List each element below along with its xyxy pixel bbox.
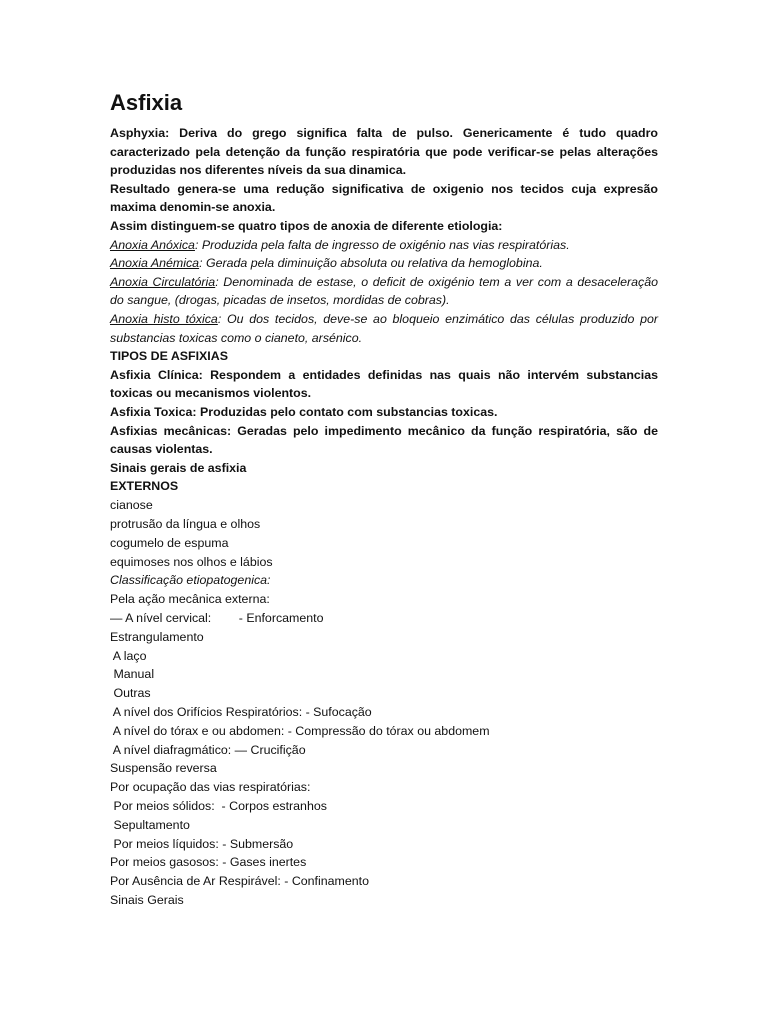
anoxia-desc: : Produzida pela falta de ingresso de oxigénio nas vias respiratórias.	[194, 237, 570, 252]
tipos-heading: TIPOS DE ASFIXIAS	[110, 349, 228, 364]
externos-heading: EXTERNOS	[110, 479, 179, 494]
list-line: Por meios sólidos: - Corpos estranhos	[110, 799, 327, 814]
tipo-toxica	[110, 403, 658, 422]
list-line: Por ocupação das vias respiratórias:	[110, 780, 311, 795]
list-line: A nível dos Orifícios Respiratórios: - Sufocação	[110, 705, 372, 720]
externo-item: protrusão da língua e olhos	[110, 517, 261, 532]
tipo-mecanica	[110, 422, 658, 459]
list-line: A laço	[110, 648, 147, 663]
list-line: Outras	[110, 686, 151, 701]
list-line: Manual	[110, 667, 155, 682]
tipo-clinica	[110, 366, 658, 403]
anoxia-term: Anoxia Anóxica	[110, 237, 195, 252]
list-line: Suspensão reversa	[110, 761, 217, 776]
externo-item: cogumelo de espuma	[110, 535, 229, 550]
anoxia-anoxica	[110, 236, 658, 255]
anoxia-histotoxica	[110, 310, 658, 347]
assim-paragraph: Assim distinguem-se quatro tipos de anoxia de diferente etiologia:	[110, 218, 503, 233]
resultado-paragraph: Resultado genera-se uma redução significativa de oxigenio nos tecidos cuja expresão maxima denomin-se anoxia.	[110, 181, 658, 215]
anoxia-anemica	[110, 254, 658, 273]
tipo-desc: Respondem a entidades definidas nas quais não intervém substancias toxicas ou mecanismos violentos.	[110, 367, 659, 401]
tipo-term: Asfixia Toxica:	[110, 404, 197, 419]
anoxia-desc: : Gerada pela diminuição absoluta ou relativa da hemoglobina.	[199, 256, 543, 271]
tipo-desc: Geradas pelo impedimento mecânico da função respiratória, são de causas violentas.	[110, 423, 658, 457]
tipo-term: Asfixia Clínica:	[110, 367, 203, 382]
tipo-desc: Produzidas pelo contato com substancias toxicas.	[196, 404, 498, 419]
list-line: Sinais Gerais	[110, 893, 184, 908]
document-page	[110, 88, 658, 910]
externo-item: equimoses nos olhos e lábios	[110, 554, 273, 569]
anoxia-term: Anoxia Circulatória	[110, 274, 216, 289]
asphyxia-definition: Asphyxia: Deriva do grego significa falta de pulso. Genericamente é tudo quadro caracterizado pela detenção da função respiratória que pode verificar-se pelas alterações produzidas nos diferentes níveis da sua dinamica.	[110, 126, 658, 178]
list-line: A nível diafragmático: — Crucifição	[110, 742, 306, 757]
anoxia-term: Anoxia Anémica	[110, 256, 200, 271]
anoxia-circulatoria	[110, 273, 658, 310]
list-line: Sepultamento	[110, 817, 190, 832]
list-line: Por meios gasosos: - Gases inertes	[110, 855, 307, 870]
list-line: A nível do tórax e ou abdomen: - Compressão do tórax ou abdomem	[110, 723, 490, 738]
list-line: — A nível cervical: - Enforcamento	[110, 611, 324, 626]
tipo-term: Asfixias mecânicas:	[110, 423, 232, 438]
sinais-heading: Sinais gerais de asfixia	[110, 460, 247, 475]
externo-item: cianose	[110, 498, 153, 513]
classificacao-heading: Classificação etiopatogenica:	[110, 573, 271, 588]
list-line: Pela ação mecânica externa:	[110, 592, 270, 607]
anoxia-desc: : Denominada de estase, o deficit de oxigénio tem a ver com a desaceleração do sangue, (drogas, picadas de insetos, mordidas de cobras).	[110, 274, 658, 308]
list-line: Estrangulamento	[110, 629, 204, 644]
page-title: Asfixia	[110, 90, 183, 115]
anoxia-term: Anoxia histo tóxica	[110, 311, 218, 326]
anoxia-desc: : Ou dos tecidos, deve-se ao bloqueio enzimático das células produzido por substancias toxicas como o cianeto, arsénico.	[110, 311, 658, 345]
list-line: Por Ausência de Ar Respirável: - Confinamento	[110, 874, 369, 889]
list-line: Por meios líquidos: - Submersão	[110, 836, 294, 851]
